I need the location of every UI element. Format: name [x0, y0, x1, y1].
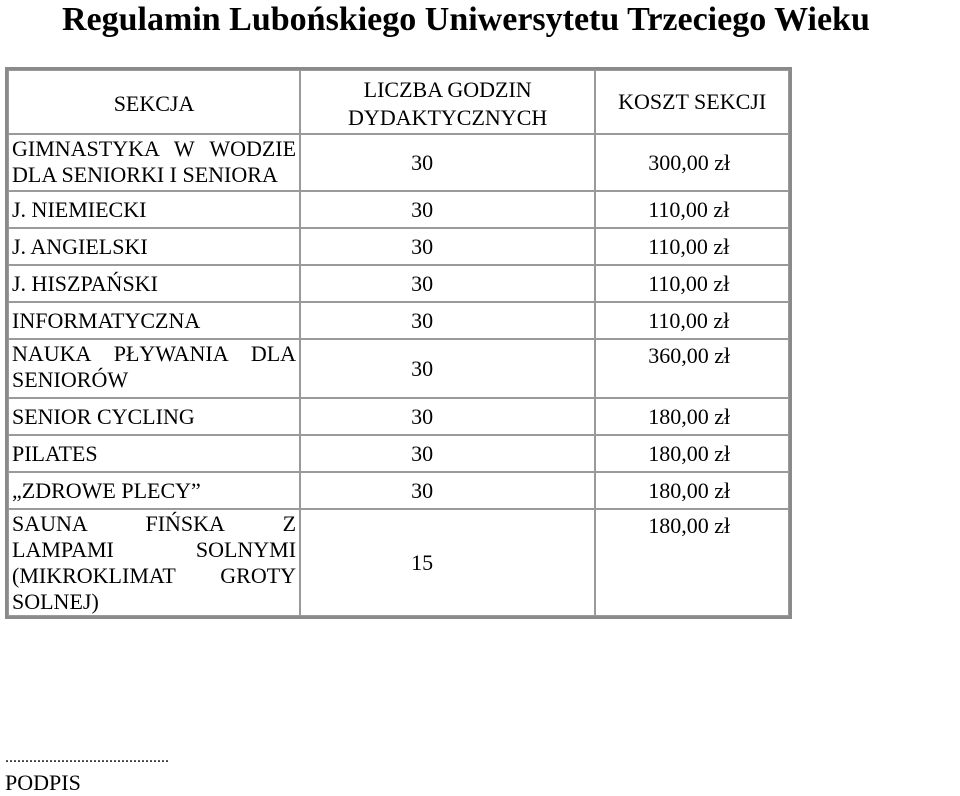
signature-label: PODPIS: [5, 770, 81, 795]
section-name: SENIOR CYCLING: [8, 398, 300, 435]
section-cost: 300,00 zł: [595, 134, 789, 191]
table-row: [8, 228, 789, 265]
section-name: NAUKA PŁYWANIA DLA SENIORÓW: [8, 339, 300, 398]
table-row: [8, 472, 789, 509]
section-hours: 30: [300, 302, 595, 339]
section-name: GIMNASTYKA W WODZIE DLA SENIORKI I SENIORA: [8, 134, 300, 191]
table-row: [8, 134, 789, 191]
section-cost: 180,00 zł: [595, 435, 789, 472]
table-header-row: [8, 70, 789, 134]
table-row: [8, 302, 789, 339]
section-name: J. HISZPAŃSKI: [8, 265, 300, 302]
section-hours: 30: [300, 398, 595, 435]
section-hours: 30: [300, 134, 595, 191]
table-row: [8, 265, 789, 302]
section-name: „ZDROWE PLECY”: [8, 472, 300, 509]
table-row: [8, 398, 789, 435]
signature-line: .........................................: [5, 749, 169, 766]
section-name: J. ANGIELSKI: [8, 228, 300, 265]
section-name: INFORMATYCZNA: [8, 302, 300, 339]
section-name: J. NIEMIECKI: [8, 191, 300, 228]
section-hours: 30: [300, 191, 595, 228]
header-cost: KOSZT SEKCJI: [595, 70, 789, 134]
section-name: PILATES: [8, 435, 300, 472]
table-row: [8, 339, 789, 398]
section-name: SAUNA FIŃSKA Z LAMPAMI SOLNYMI (MIKROKLIMAT GROTY SOLNEJ): [8, 509, 300, 616]
header-hours: LICZBA GODZIN DYDAKTYCZNYCH: [300, 70, 595, 134]
section-hours: 30: [300, 472, 595, 509]
section-cost: 110,00 zł: [595, 265, 789, 302]
section-hours: 15: [300, 509, 595, 616]
header-section: SEKCJA: [8, 70, 300, 134]
section-cost: 110,00 zł: [595, 191, 789, 228]
table-row: [8, 191, 789, 228]
section-cost: 360,00 zł: [595, 339, 789, 398]
section-cost: 110,00 zł: [595, 302, 789, 339]
section-cost: 180,00 zł: [595, 472, 789, 509]
sections-table: [5, 67, 792, 619]
section-hours: 30: [300, 228, 595, 265]
section-cost: 180,00 zł: [595, 398, 789, 435]
section-cost: 180,00 zł: [595, 509, 789, 616]
section-cost: 110,00 zł: [595, 228, 789, 265]
document-title: Regulamin Lubońskiego Uniwersytetu Trzeciego Wieku: [62, 1, 870, 38]
section-hours: 30: [300, 265, 595, 302]
table-row: [8, 509, 789, 616]
section-hours: 30: [300, 435, 595, 472]
section-hours: 30: [300, 339, 595, 398]
table-row: [8, 435, 789, 472]
